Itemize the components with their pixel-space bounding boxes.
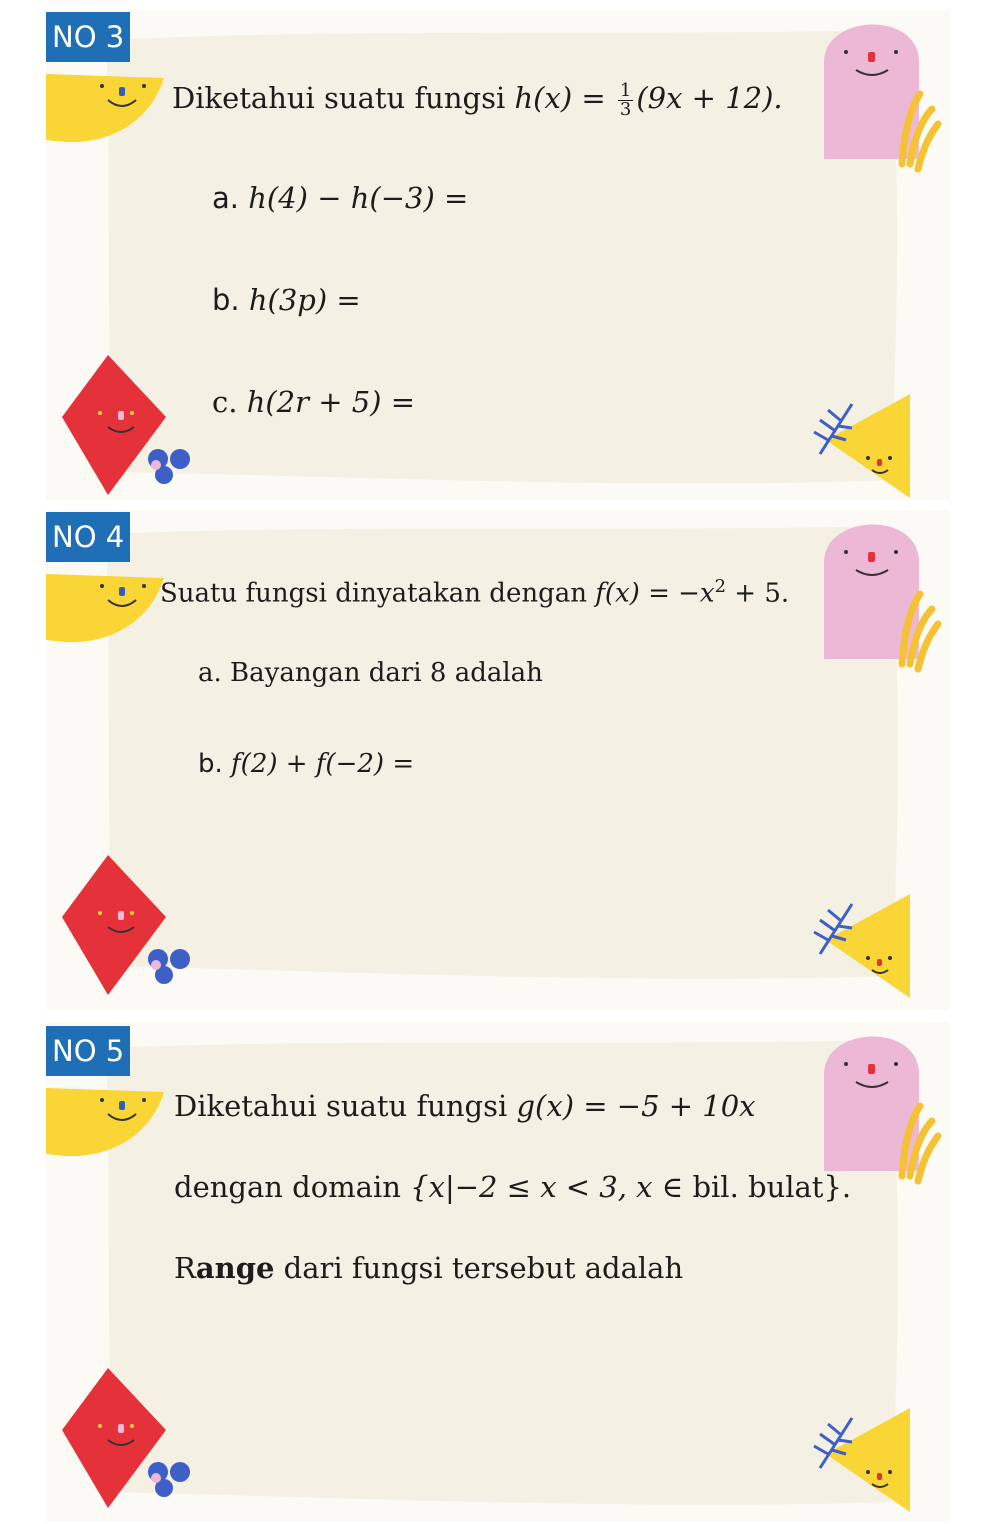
pink-ghost-icon [824,14,944,174]
function-expression: (9x + 12). [636,81,783,115]
question-5-line-2 [174,1167,851,1207]
domain-text: dengan domain [174,1170,401,1204]
domain-set-tail: bil. bulat}. [692,1170,852,1204]
item-expression: f(2) + f(−2) = [231,749,415,779]
yellow-face-shape-icon [46,70,166,146]
function-definition: f(x) = −x [595,578,715,609]
function-definition: g(x) = −5 + 10x [516,1089,756,1123]
item-label: a. [198,658,222,688]
yellow-triangle-face-icon [806,892,916,1002]
question-number-tag: NO 4 [46,512,130,562]
function-definition: h(x) = [514,81,606,115]
item-label: a. [212,181,239,215]
yellow-face-shape-icon [46,1084,166,1160]
item-label: c. [212,385,238,419]
question-4-item-a [198,654,543,692]
range-bold: ange [195,1251,275,1285]
yellow-triangle-face-icon [806,392,916,502]
fraction-one-third: $\frac{1}{3}$ [619,79,632,120]
function-expression: + 5. [734,578,790,609]
question-3-item-b [212,280,361,320]
question-3-item-a [212,178,468,218]
question-number-tag: NO 5 [46,1026,130,1076]
question-number-tag: NO 3 [46,12,130,62]
item-expression: h(4) − h(−3) = [248,181,469,215]
yellow-triangle-face-icon [806,1406,916,1516]
question-3-intro [172,78,783,119]
range-lead: R [174,1251,196,1285]
red-diamond-face-icon [60,1368,200,1513]
range-text: dari fungsi tersebut adalah [283,1251,684,1285]
question-5-line-3 [174,1248,683,1288]
intro-text: Diketahui suatu fungsi [174,1089,508,1123]
intro-text: Suatu fungsi dinyatakan dengan [160,578,587,609]
question-4-item-b [198,745,414,783]
yellow-face-shape-icon [46,570,166,646]
question-3-item-c [212,382,415,422]
item-expression: h(2r + 5) = [246,385,416,419]
pink-ghost-icon [824,514,944,674]
question-5-line-1 [174,1086,756,1126]
item-expression: h(3p) = [248,283,361,317]
pink-ghost-icon [824,1026,944,1186]
red-diamond-face-icon [60,855,200,1000]
question-4-intro [160,568,789,613]
item-label: b. [212,283,240,317]
item-text: Bayangan dari 8 adalah [230,658,543,688]
domain-set: {x|−2 ≤ x < 3, x ∈ [410,1170,684,1204]
exponent: 2 [714,576,727,597]
item-label: b. [198,749,223,779]
intro-text: Diketahui suatu fungsi [172,81,506,115]
red-diamond-face-icon [60,355,200,500]
